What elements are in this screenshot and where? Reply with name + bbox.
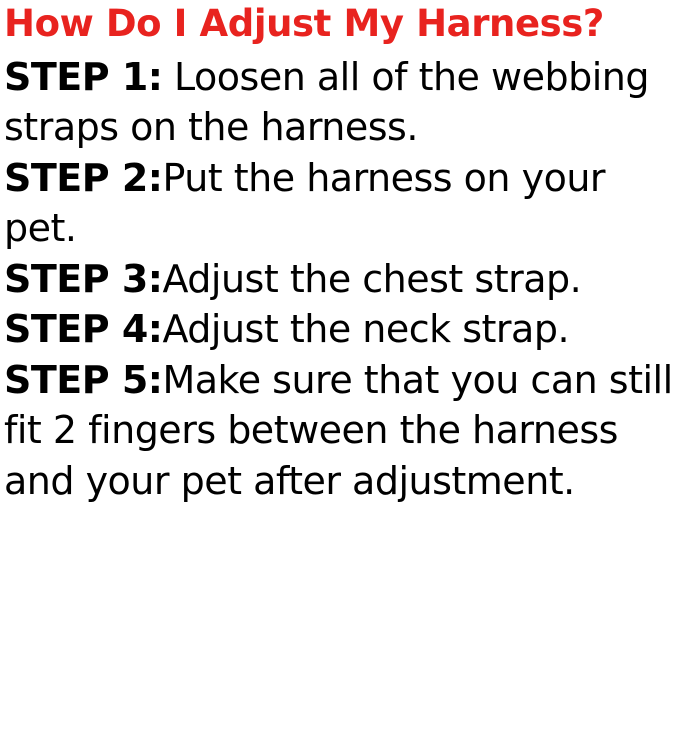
step-label: STEP 2: — [4, 155, 163, 200]
step-label: STEP 1: — [4, 54, 163, 99]
list-item — [4, 52, 675, 153]
step-text: Put the harness on your pet. — [4, 155, 606, 251]
list-item — [4, 254, 675, 305]
step-text: Adjust the chest strap. — [162, 256, 582, 301]
steps-list — [4, 52, 675, 507]
list-item — [4, 153, 675, 254]
list-item — [4, 355, 675, 507]
step-label: STEP 3: — [4, 256, 163, 301]
step-label: STEP 4: — [4, 307, 163, 352]
list-item — [4, 304, 675, 355]
step-label: STEP 5: — [4, 357, 163, 402]
step-text: Loosen all of the webbing straps on the harness. — [4, 54, 649, 150]
step-text: Make sure that you can still fit 2 fingers between the harness and your pet after adjustment. — [4, 357, 673, 503]
step-text: Adjust the neck strap. — [162, 307, 570, 352]
page-title: How Do I Adjust My Harness? — [4, 2, 604, 45]
